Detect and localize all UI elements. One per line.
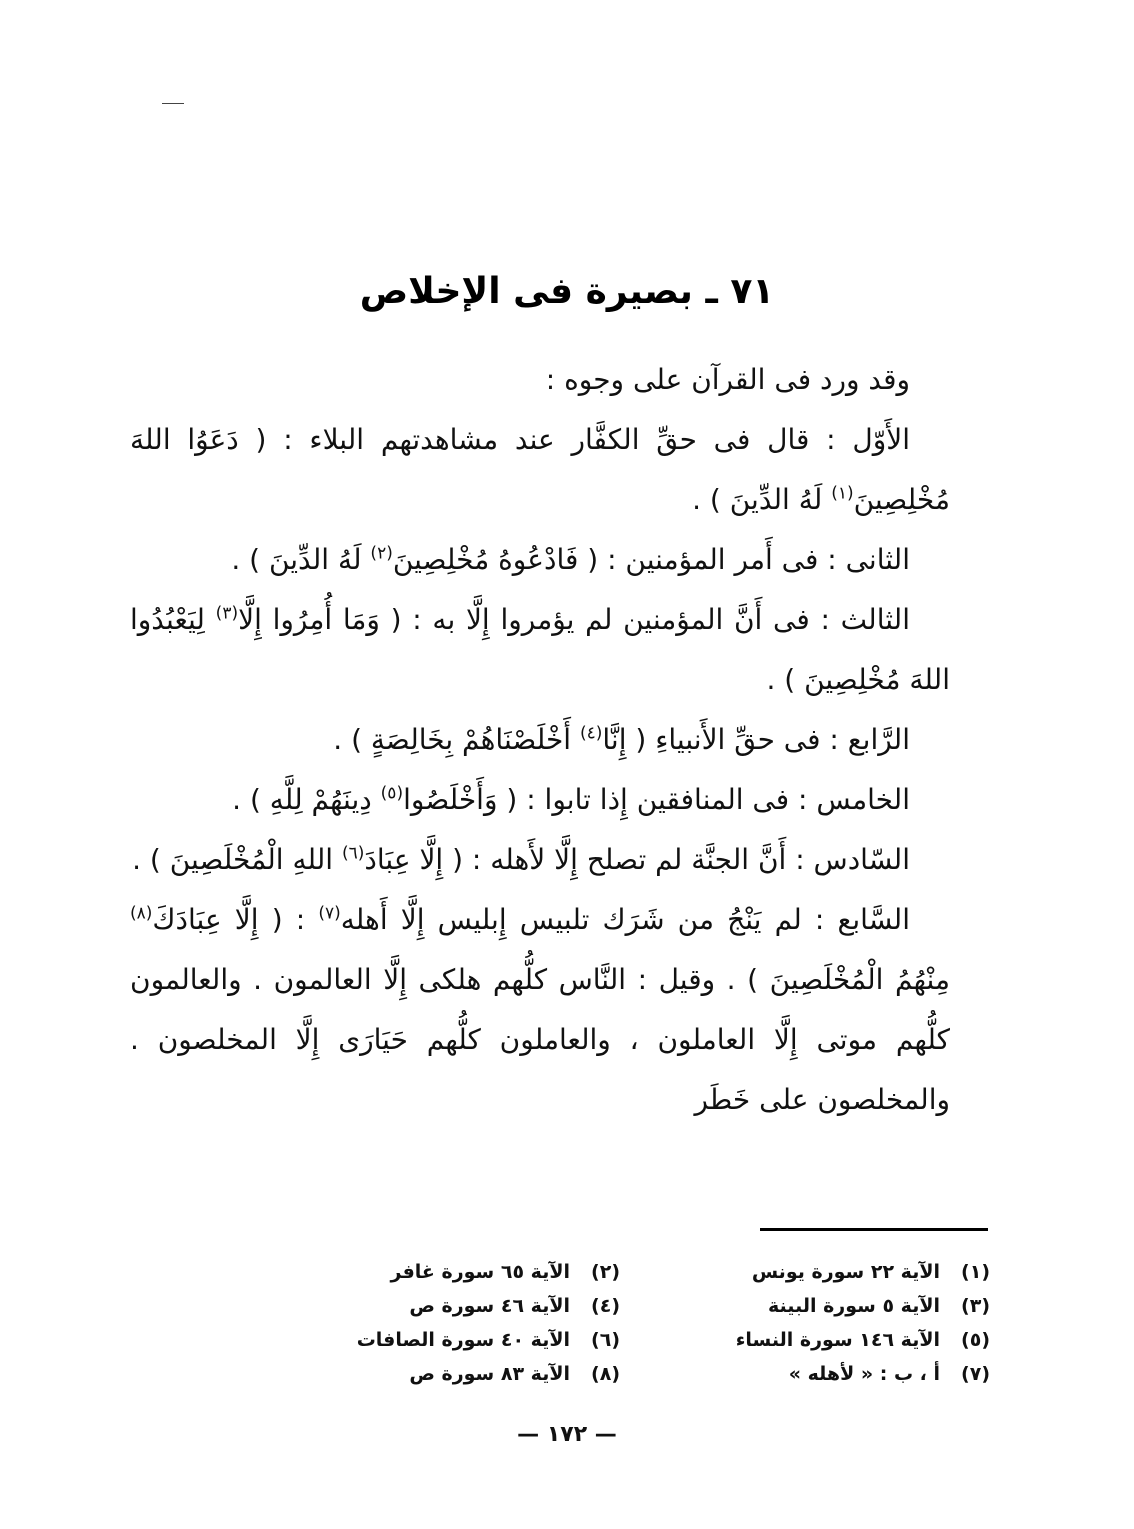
paragraph [130, 410, 950, 530]
footnote [620, 1357, 990, 1391]
footnote-number: (٤) [591, 1295, 620, 1317]
scan-mark [162, 103, 184, 104]
main-text [130, 350, 950, 1130]
footnote-reference: (٢) [370, 543, 393, 564]
footnote-reference: (٥) [380, 783, 404, 804]
paragraph [130, 890, 950, 1130]
paragraph-text: وقد ورد فى القرآن على وجوه : [545, 363, 910, 396]
footnote-reference: (٦) [341, 843, 365, 864]
paragraph-text: لَهُ الدِّينَ ) . [231, 543, 371, 576]
footnote-reference: (٣) [215, 603, 239, 624]
footnote-number: (٧) [961, 1363, 990, 1385]
paragraph-text: السَّابع : لم يَنْجُ من شَرَك تلبيس إِبليس إِلَّا أَهله [340, 903, 910, 936]
footnote-number: (٥) [961, 1329, 990, 1351]
paragraph-text: الرَّابع : فى حقِّ الأَنبياءِ ( إِنَّا [602, 723, 910, 756]
paragraph-text: لَهُ الدِّينَ ) . [692, 483, 832, 516]
paragraph-text: : ( إِلَّا عِبَادَكَ [152, 903, 319, 936]
footnote-number: (٦) [591, 1329, 620, 1351]
paragraph-text: لِيَعْبُدُوا اللهَ مُخْلِصِينَ ) . [130, 603, 950, 696]
footnote-text: الآية ١٤٦ سورة النساء [735, 1329, 940, 1351]
footnote [250, 1323, 620, 1357]
paragraph [130, 710, 950, 770]
paragraph-text: أَخْلَصْنَاهُمْ بِخَالِصَةٍ ) . [333, 723, 580, 756]
paragraph-text: الخامس : فى المنافقين إِذا تابوا : ( وَأَخْلَصُوا [403, 783, 910, 816]
paragraph-text: الثالث : فى أَنَّ المؤمنين لم يؤمروا إِلَّا به : ( وَمَا أُمِرُوا إِلَّا [238, 603, 910, 636]
paragraph-text: مِنْهُمُ الْمُخْلَصِينَ ) . وقيل : النَّاس كلُّهم هلكى إِلَّا العالمون . والعالمون كلُّهم موتى إِلَّا العاملون ، والعاملون كلُّهم حَيَارَى إِلَّا المخلصون . والمخلصون على خَطَر [130, 963, 950, 1116]
paragraph [130, 350, 950, 410]
footnote-text: الآية ٢٢ سورة يونس [751, 1261, 940, 1283]
paragraph [130, 530, 950, 590]
footnote-text: الآية ٤٦ سورة ص [409, 1295, 570, 1317]
footnotes [250, 1255, 990, 1391]
footnote-number: (٢) [591, 1261, 620, 1283]
footnote-reference: (٤) [579, 723, 603, 744]
paragraph-text: اللهِ الْمُخْلَصِينَ ) . [132, 843, 342, 876]
footnote-row [250, 1357, 990, 1391]
footnote-number: (٨) [591, 1363, 620, 1385]
footnote-reference: (٨) [130, 903, 153, 924]
footnote-text: الآية ٦٥ سورة غافر [390, 1261, 570, 1283]
footnote [250, 1289, 620, 1323]
section-title: ٧١ ـ بصيرة فى الإخلاص [359, 271, 775, 313]
footnote-row [250, 1289, 990, 1323]
footnote-row [250, 1255, 990, 1289]
paragraph-text: دِينَهُمْ لِلَّهِ ) . [232, 783, 381, 816]
footnote-number: (١) [961, 1261, 990, 1283]
paragraph [130, 590, 950, 710]
footnote [620, 1289, 990, 1323]
footnote-text: الآية ٥ سورة البينة [768, 1295, 940, 1317]
footnote-number: (٣) [961, 1295, 990, 1317]
footnote-text: أ ، ب : « لأهله » [788, 1363, 940, 1385]
paragraph-text: السّادس : أَنَّ الجنَّة لم تصلح إِلَّا لأَهله : ( إِلَّا عِبَادَ [364, 843, 910, 876]
paragraph-text: الثانى : فى أَمر المؤمنين : ( فَادْعُوهُ مُخْلِصِينَ [392, 543, 910, 576]
footnote [250, 1255, 620, 1289]
footnote-separator [760, 1228, 988, 1231]
footnote-reference: (٧) [318, 903, 341, 924]
paragraph-text: الأَوّل : قال فى حقِّ الكفَّار عند مشاهدتهم البلاء : ( دَعَوُا اللهَ مُخْلِصِينَ [130, 423, 950, 516]
footnote-row [250, 1323, 990, 1357]
page-number: — ١٧٢ — [517, 1422, 617, 1447]
footnote [250, 1357, 620, 1391]
paragraph [130, 830, 950, 890]
footnote-text: الآية ٤٠ سورة الصافات [356, 1329, 570, 1351]
footnote-text: الآية ٨٣ سورة ص [409, 1363, 570, 1385]
footnote-reference: (١) [831, 483, 854, 504]
paragraph [130, 770, 950, 830]
footnote [620, 1323, 990, 1357]
footnote [620, 1255, 990, 1289]
